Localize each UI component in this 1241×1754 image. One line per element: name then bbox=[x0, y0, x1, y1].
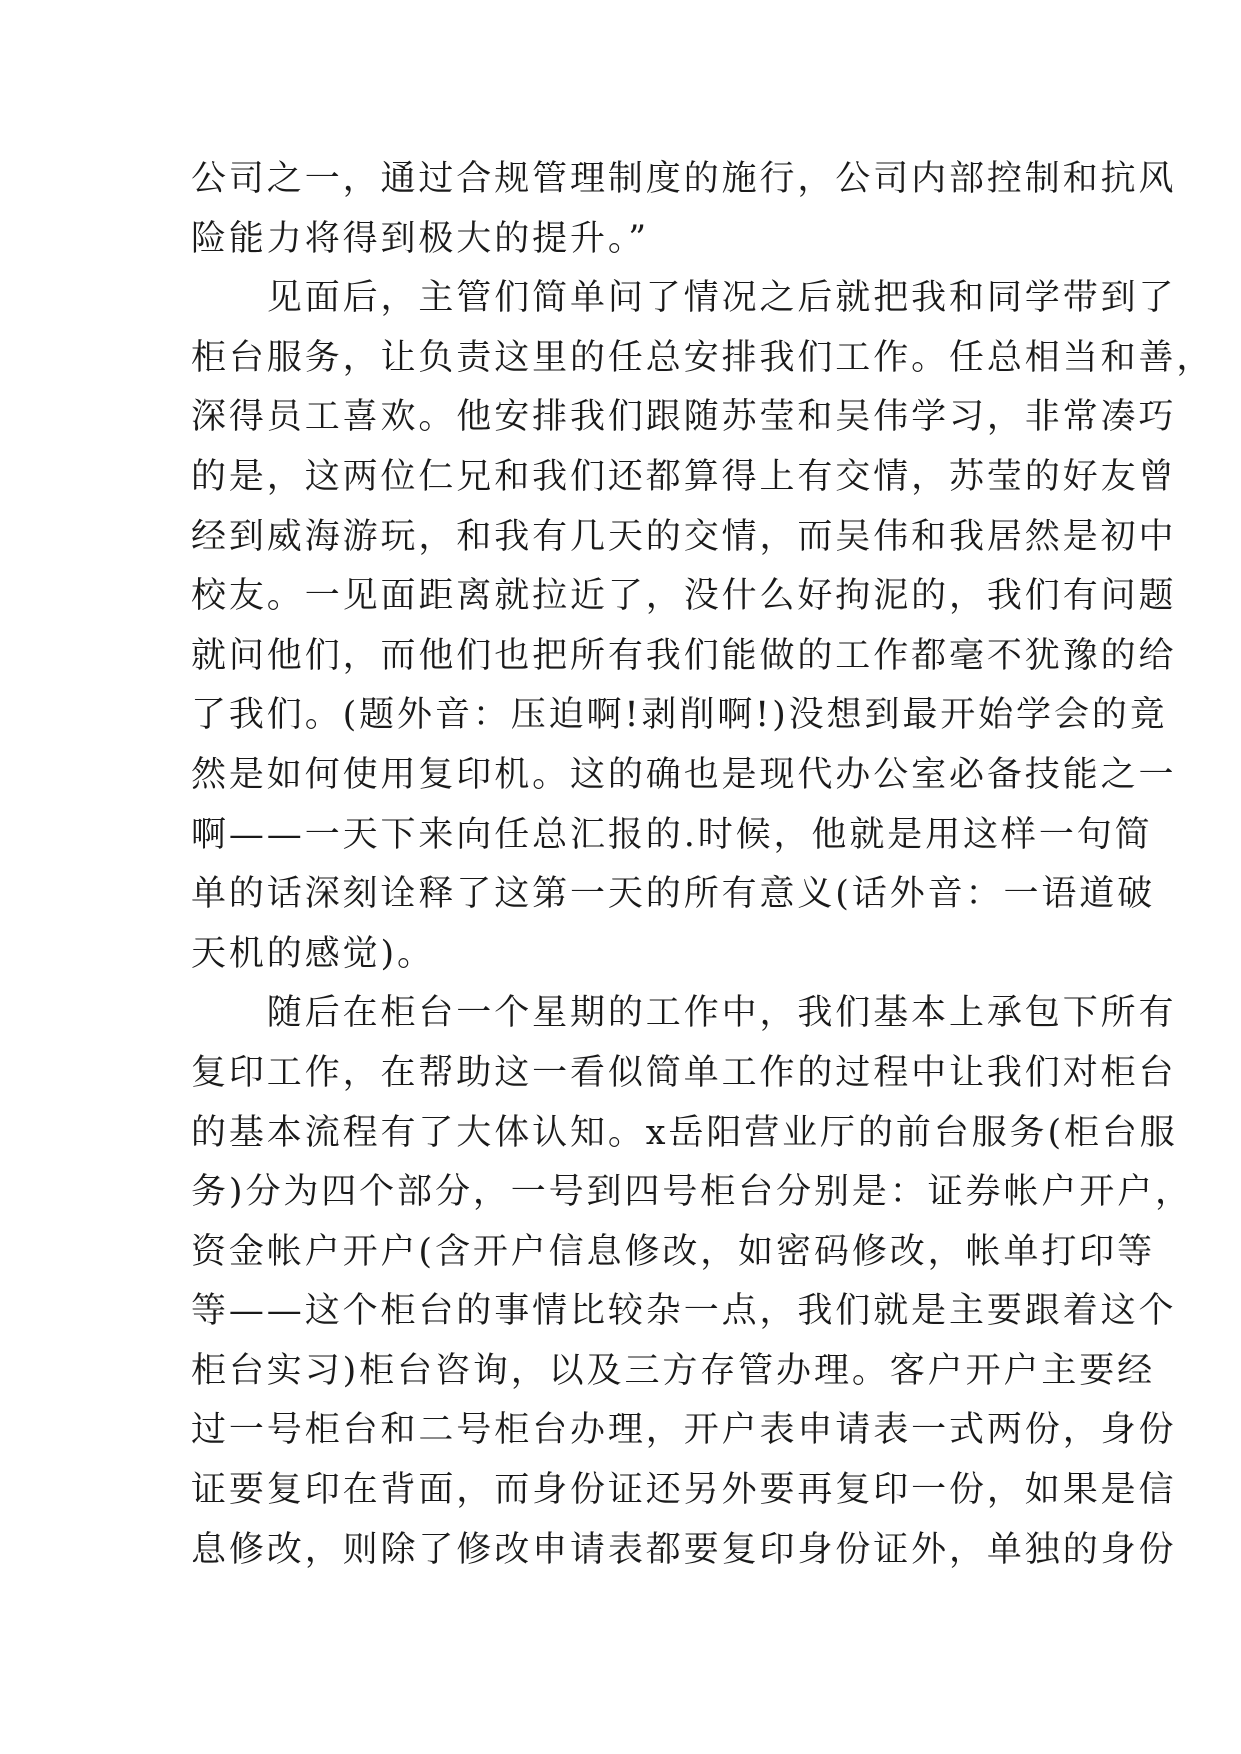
text-line: 啊——一天下来向任总汇报的.时候，他就是用这样一句简 bbox=[191, 814, 1153, 855]
text-line: 经到威海游玩，和我有几天的交情，而吴伟和我居然是初中 bbox=[191, 516, 1177, 557]
text-line: 天机的感觉)。 bbox=[191, 933, 435, 974]
text-line: 单的话深刻诠释了这第一天的所有意义(话外音：一语道破 bbox=[191, 874, 1156, 915]
text-line: 深得员工喜欢。他安排我们跟随苏莹和吴伟学习，非常凑巧 bbox=[191, 397, 1177, 438]
text-line: 柜台服务，让负责这里的任总安排我们工作。任总相当和善， bbox=[191, 337, 1215, 378]
text-line: 险能力将得到极大的提升。” bbox=[191, 218, 650, 259]
text-line: 资金帐户开户(含开户信息修改，如密码修改，帐单打印等 bbox=[191, 1231, 1156, 1272]
text-line: 务)分为四个部分，一号到四号柜台分别是：证券帐户开户， bbox=[191, 1172, 1193, 1213]
text-line: 等——这个柜台的事情比较杂一点，我们就是主要跟着这个 bbox=[191, 1291, 1177, 1332]
text-line: 了我们。(题外音：压迫啊!剥削啊!)没想到最开始学会的竟 bbox=[191, 695, 1168, 736]
text-line: 证要复印在背面，而身份证还另外要再复印一份，如果是信 bbox=[191, 1470, 1177, 1511]
body-text bbox=[191, 150, 1215, 1580]
text-line: 校友。一见面距离就拉近了，没什么好拘泥的，我们有问题 bbox=[191, 576, 1177, 617]
text-line: 随后在柜台一个星期的工作中，我们基本上承包下所有 bbox=[191, 993, 1177, 1034]
text-line: 公司之一，通过合规管理制度的施行，公司内部控制和抗风 bbox=[191, 159, 1177, 199]
text-line: 过一号柜台和二号柜台办理，开户表申请表一式两份，身份 bbox=[191, 1410, 1177, 1451]
text-line: 息修改，则除了修改申请表都要复印身份证外，单独的身份 bbox=[191, 1529, 1177, 1570]
text-line: 就问他们，而他们也把所有我们能做的工作都毫不犹豫的给 bbox=[191, 635, 1177, 676]
text-line: 然是如何使用复印机。这的确也是现代办公室必备技能之一 bbox=[191, 754, 1177, 795]
text-line: 见面后，主管们简单问了情况之后就把我和同学带到了 bbox=[191, 278, 1177, 319]
text-line: 复印工作，在帮助这一看似简单工作的过程中让我们对柜台 bbox=[191, 1052, 1177, 1093]
text-line: 的基本流程有了大体认知。x岳阳营业厅的前台服务(柜台服 bbox=[191, 1112, 1178, 1153]
text-line: 柜台实习)柜台咨询，以及三方存管办理。客户开户主要经 bbox=[191, 1350, 1156, 1391]
text-line: 的是，这两位仁兄和我们还都算得上有交情，苏莹的好友曾 bbox=[191, 456, 1177, 497]
